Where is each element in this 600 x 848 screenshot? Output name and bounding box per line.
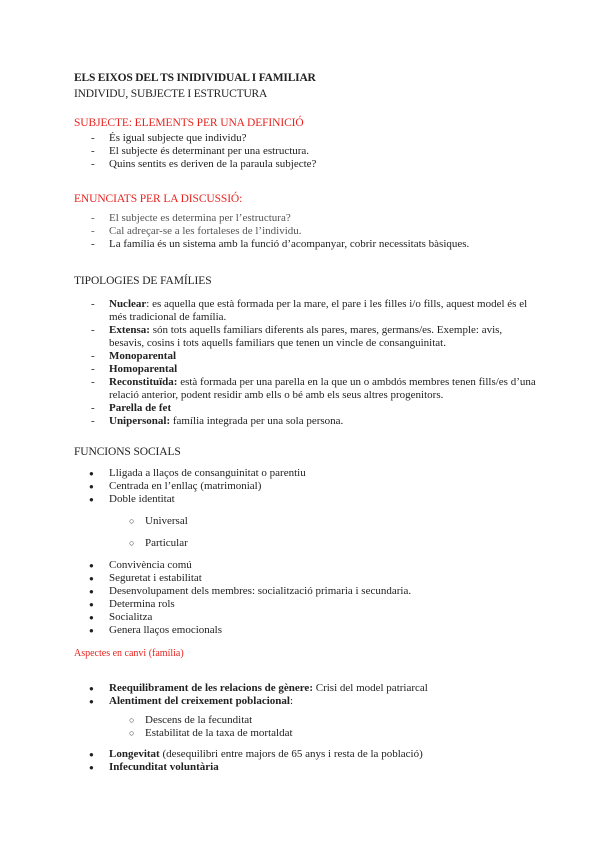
list-item [74,324,540,350]
list-enunciats [74,212,540,251]
section-heading-subjecte: SUBJECTE: ELEMENTS PER UNA DEFINICIÓ [74,117,304,129]
list-identitat-universal [74,515,540,528]
list-item [74,761,540,774]
term: Alentiment del creixement poblacional [109,695,290,707]
list-item [74,350,540,363]
description: família integrada per una sola persona. [170,415,344,427]
list-item: ○ Descens de la fecunditat [74,714,540,727]
term: Monoparental [109,350,177,362]
term: Reequilibrament de les relacions de gènere: [109,682,313,694]
term: Infecunditat voluntària [109,761,219,773]
list-item: ● Convivència comú [74,559,540,572]
description: està formada per una parella en la que un o ambdós membres tenen fills/es d’una relació anterior, podent residir amb ells o bé amb els seus altres progenitors. [109,376,536,401]
list-item: ● Doble identitat [74,493,540,506]
list-item: - Quins sentits es deriven de la paraula subjecte? [74,158,540,171]
list-item [74,415,540,428]
section-heading-enunciats: ENUNCIATS PER LA DISCUSSIÓ: [74,193,243,205]
term: Longevitat [109,748,160,760]
list-funcions-a [74,467,540,506]
list-item: - És igual subjecte que individu? [74,132,540,145]
list-item: ● Lligada a llaços de consanguinitat o parentiu [74,467,540,480]
term: Parella de fet [109,402,172,414]
list-item: ● Socialitza [74,611,540,624]
list-subjecte [74,132,540,171]
list-item: ● Desenvolupament dels membres: socialització primaria i secundaria. [74,585,540,598]
list-funcions-b [74,559,540,637]
list-item [74,748,540,761]
document-subtitle: INDIVIDU, SUBJECTE I ESTRUCTURA [74,88,268,100]
term: Reconstituïda: [109,376,178,388]
list-tipologies [74,298,540,428]
term: Unipersonal: [109,415,171,427]
section-heading-funcions: FUNCIONS SOCIALS [74,446,181,458]
description: Crisi del model patriarcal [312,682,428,694]
list-item: ● Centrada en l’enllaç (matrimonial) [74,480,540,493]
list-item [74,402,540,415]
list-item [74,682,540,695]
list-item: - Cal adreçar-se a les fortaleses de l’individu. [74,225,540,238]
term: Extensa: [109,324,150,336]
list-item: - La família és un sistema amb la funció d’acompanyar, cobrir necessitats bàsiques. [74,238,540,251]
list-item [74,376,540,402]
list-item [74,363,540,376]
list-identitat-particular [74,537,540,550]
list-item: - El subjecte es determina per l’estructura? [74,212,540,225]
list-item [74,298,540,324]
section-heading-tipologies: TIPOLOGIES DE FAMÍLIES [74,275,212,287]
description: : [289,695,294,707]
list-creixement [74,714,540,740]
list-item [74,695,540,708]
list-item: ○ Estabilitat de la taxa de mortaldat [74,727,540,740]
term: Homoparental [109,363,178,375]
list-item: - El subjecte és determinant per una estructura. [74,145,540,158]
term: Nuclear [109,298,147,310]
list-item: ● Genera llaços emocionals [74,624,540,637]
list-item: ● Determina rols [74,598,540,611]
list-item: ○ Particular [74,537,540,550]
description: : es aquella que està formada per la mare, el pare i les filles i/o fills, aquest model és el més tradicional de família. [109,298,528,323]
description: són tots aquells familiars diferents als pares, mares, germans/es. Exemple: avis, besavis, cosins i tots aquells familiars que tenen un vincle de consanguinitat. [109,324,503,349]
description: (desequilibri entre majors de 65 anys i resta de la població) [159,748,423,760]
document-title: ELS EIXOS DEL TS INIDIVIDUAL I FAMILIAR [74,72,316,84]
list-aspectes-b [74,748,540,774]
list-item: ○ Universal [74,515,540,528]
list-item: ● Seguretat i estabilitat [74,572,540,585]
list-aspectes-a [74,682,540,708]
section-heading-aspectes: Aspectes en canvi (família) [74,648,184,659]
